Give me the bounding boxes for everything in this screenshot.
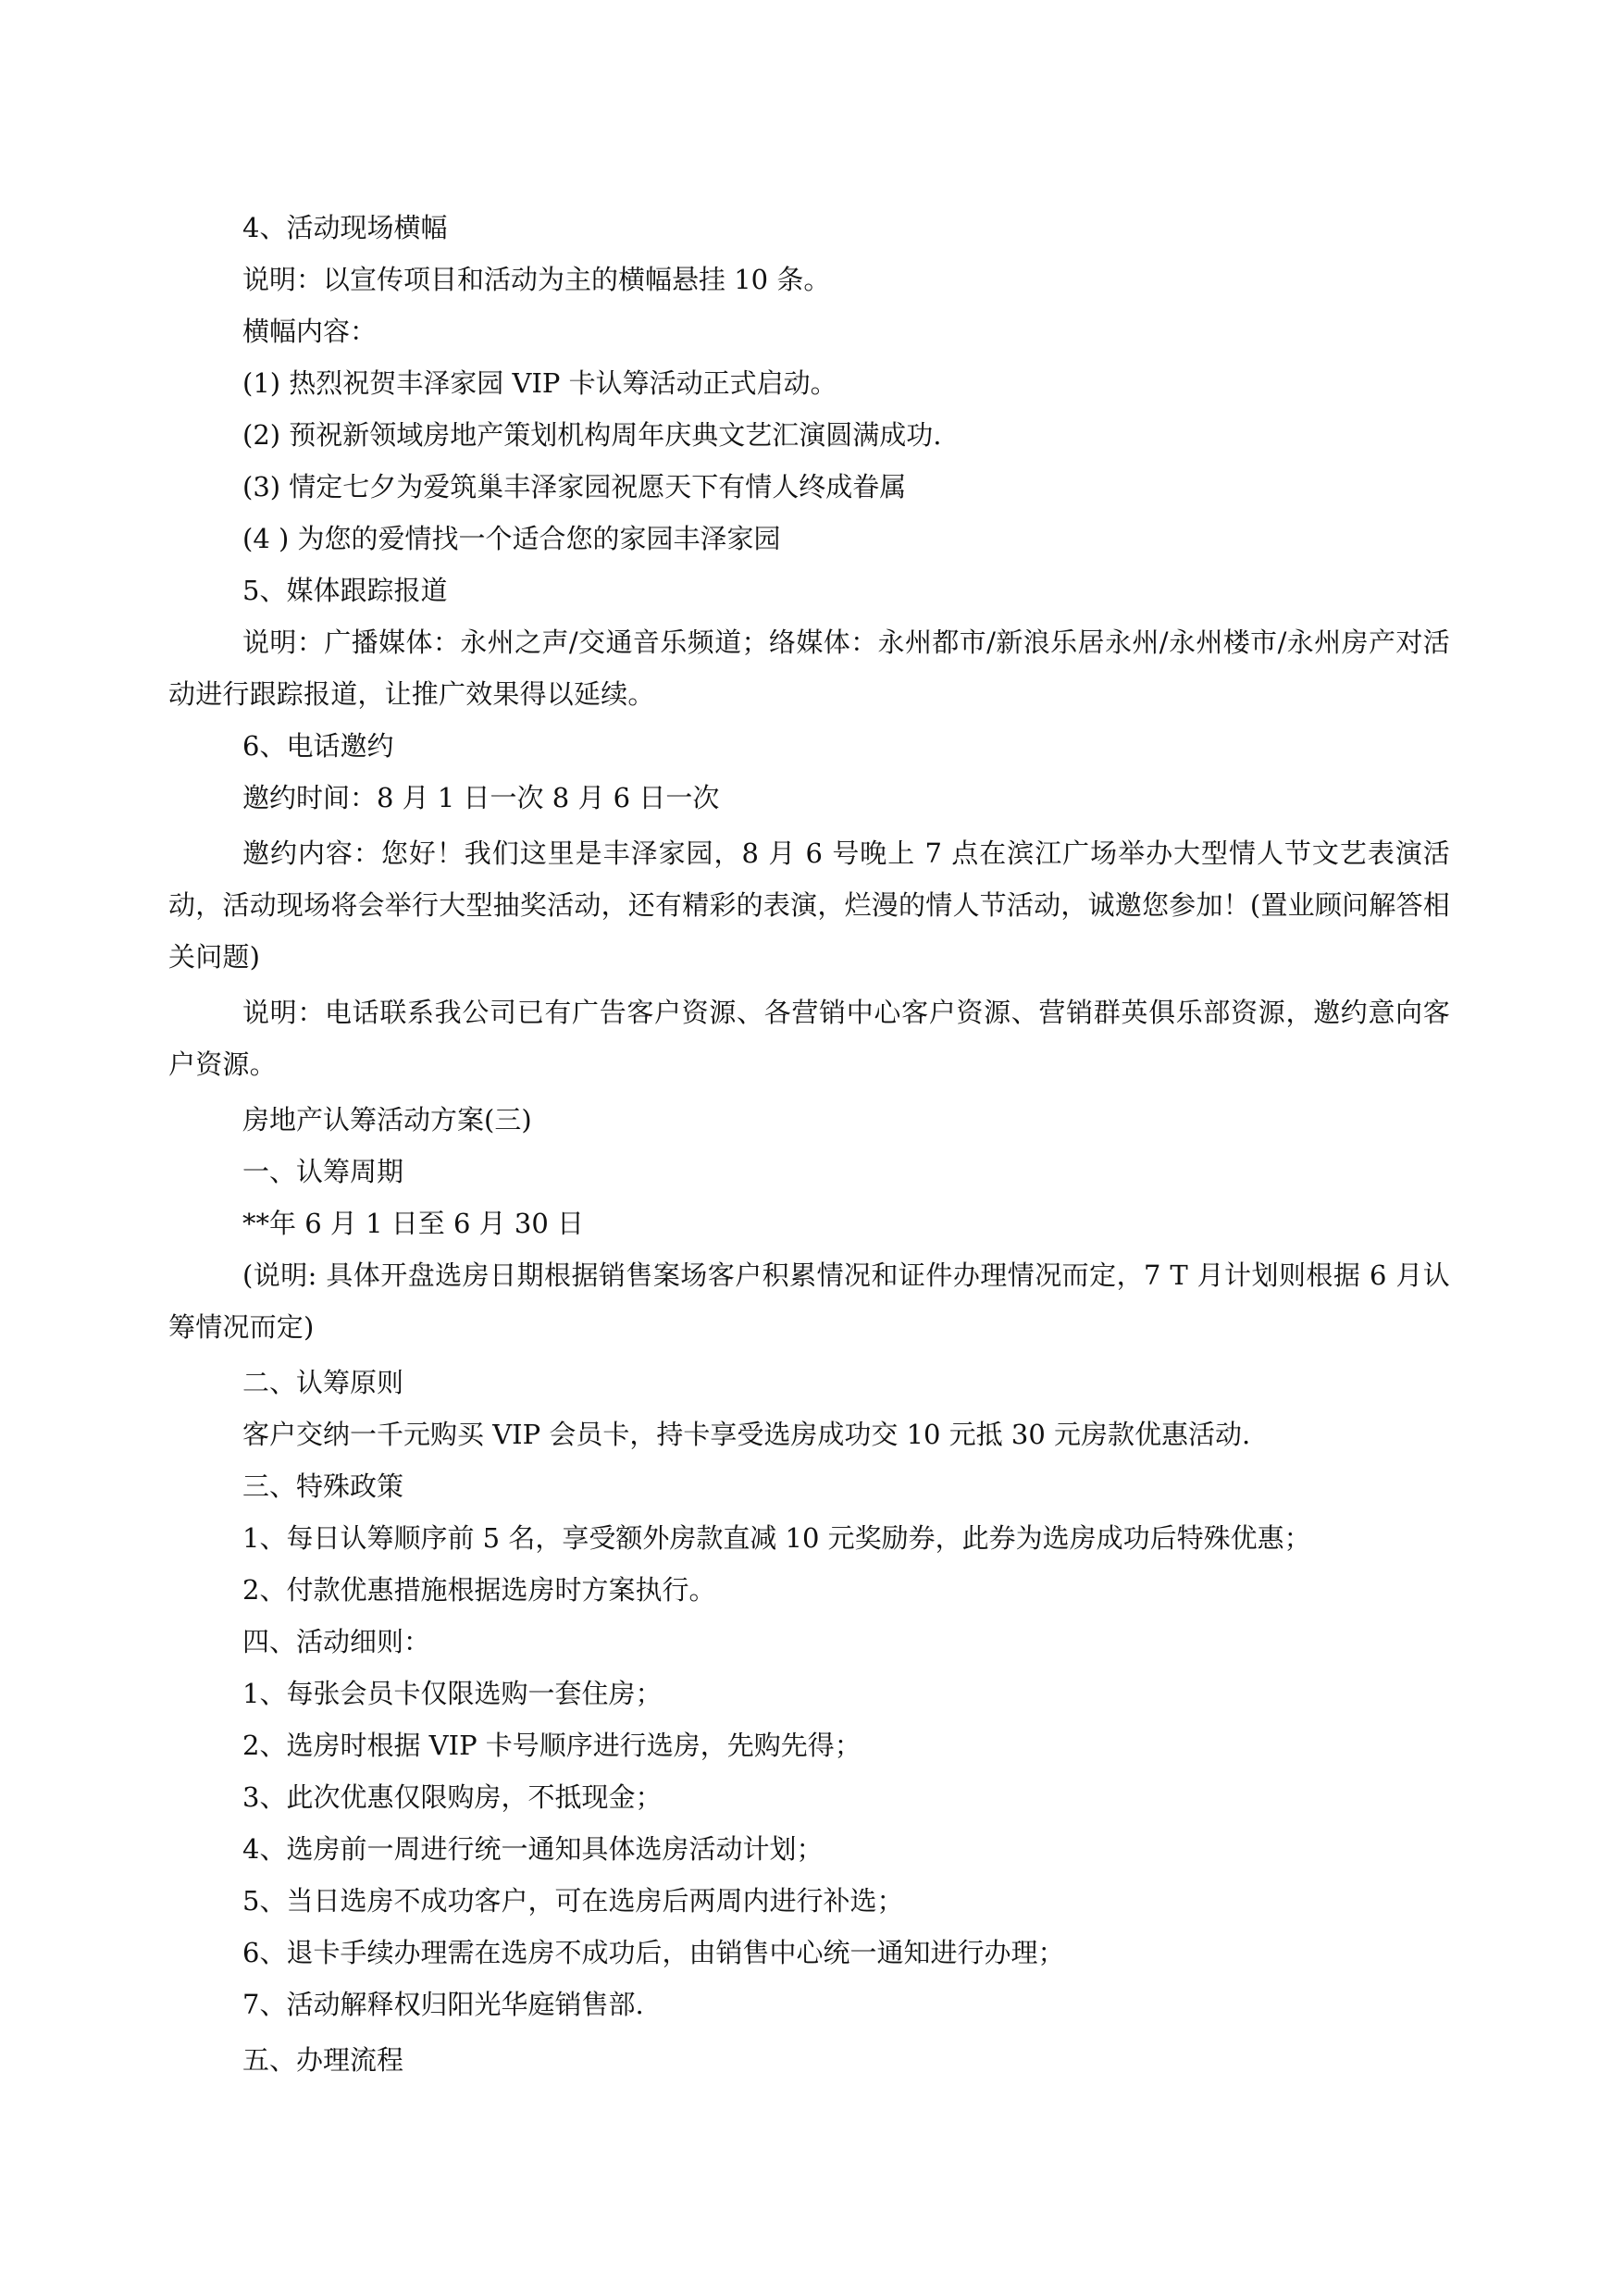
rule-item-6: 6、退卡手续办理需在选房不成功后，由销售中心统一通知进行办理； bbox=[242, 1937, 1065, 1968]
invite-content: 邀约内容：您好！我们这里是丰泽家园，8 月 6 号晚上 7 点在滨江广场举办大型情人节文艺表演活动，活动现场将会举行大型抽奖活动，还有精彩的表演，烂漫的情人节活动，诚邀您参加！(置业顾问解答相关问题) bbox=[168, 837, 1450, 973]
principle-text: 客户交纳一千元购买 VIP 会员卡，持卡享受选房成功交 10 元抵 30 元房款优惠活动. bbox=[242, 1419, 1251, 1450]
heading-principle: 二、认筹原则 bbox=[242, 1367, 404, 1398]
policy-item-1: 1、每日认筹顺序前 5 名，享受额外房款直减 10 元奖励券，此券为选房成功后特殊优惠； bbox=[242, 1522, 1311, 1554]
document-body bbox=[168, 202, 1450, 2086]
banner-item-2: (2) 预祝新领域房地产策划机构周年庆典文艺汇演圆满成功. bbox=[242, 419, 942, 451]
heading-period: 一、认筹周期 bbox=[242, 1156, 404, 1187]
rule-item-3: 3、此次优惠仅限购房，不抵现金； bbox=[242, 1781, 663, 1813]
banner-item-4: (4 ) 为您的爱情找一个适合您的家园丰泽家园 bbox=[242, 523, 781, 554]
banner-item-1: (1) 热烈祝贺丰泽家园 VIP 卡认筹活动正式启动。 bbox=[242, 367, 837, 399]
heading-policy: 三、特殊政策 bbox=[242, 1470, 404, 1502]
phone-note: 说明：电话联系我公司已有广告客户资源、各营销中心客户资源、营销群英俱乐部资源，邀约意向客户资源。 bbox=[168, 997, 1450, 1080]
banner-content-label: 横幅内容： bbox=[242, 316, 378, 347]
rule-item-4: 4、选房前一周进行统一通知具体选房活动计划； bbox=[242, 1833, 824, 1865]
banner-item-3: (3) 情定七夕为爱筑巢丰泽家园祝愿天下有情人终成眷属 bbox=[242, 471, 907, 502]
heading-banner: 4、活动现场横幅 bbox=[242, 212, 448, 243]
heading-media: 5、媒体跟踪报道 bbox=[242, 575, 448, 606]
policy-item-2: 2、付款优惠措施根据选房时方案执行。 bbox=[242, 1574, 716, 1606]
period-note: (说明: 具体开盘选房日期根据销售案场客户积累情况和证件办理情况而定，7 T 月计划则根据 6 月认筹情况而定) bbox=[168, 1259, 1450, 1343]
rule-item-7: 7、活动解释权归阳光华庭销售部. bbox=[242, 1989, 644, 2020]
heading-rules: 四、活动细则： bbox=[242, 1626, 431, 1657]
heading-process: 五、办理流程 bbox=[242, 2044, 404, 2076]
rule-item-5: 5、当日选房不成功客户，可在选房后两周内进行补选； bbox=[242, 1885, 904, 1917]
plan-title: 房地产认筹活动方案(三) bbox=[242, 1104, 532, 1135]
banner-note: 说明：以宣传项目和活动为主的横幅悬挂 10 条。 bbox=[242, 264, 831, 295]
invite-time: 邀约时间：8 月 1 日一次 8 月 6 日一次 bbox=[242, 782, 720, 813]
rule-item-1: 1、每张会员卡仅限选购一套住房； bbox=[242, 1678, 663, 1709]
period-dates: **年 6 月 1 日至 6 月 30 日 bbox=[242, 1208, 584, 1239]
heading-phone: 6、电话邀约 bbox=[242, 730, 394, 762]
rule-item-2: 2、选房时根据 VIP 卡号顺序进行选房，先购先得； bbox=[242, 1730, 862, 1761]
media-note: 说明：广播媒体：永州之声/交通音乐频道；络媒体：永州都市/新浪乐居永州/永州楼市/永州房产对活动进行跟踪报道，让推广效果得以延续。 bbox=[168, 626, 1450, 710]
